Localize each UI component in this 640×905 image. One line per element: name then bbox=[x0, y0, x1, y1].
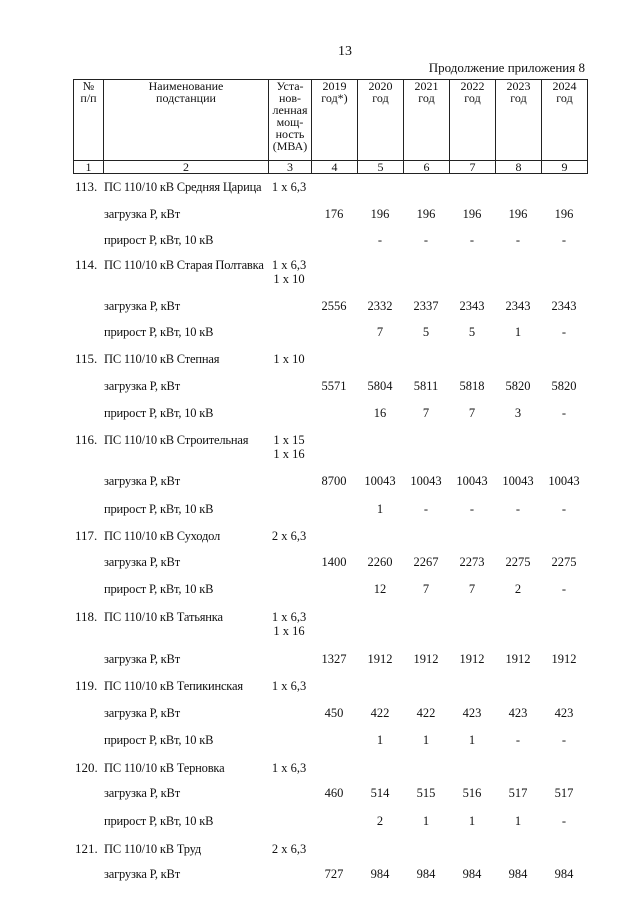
table-row bbox=[0, 677, 640, 695]
value-cell: 7 bbox=[376, 325, 384, 339]
header-col-2024: 2024 год bbox=[542, 80, 588, 161]
value-cell: 1912 bbox=[413, 652, 439, 666]
metric-label: прирост Р, кВт, 10 кВ bbox=[104, 814, 214, 828]
metric-label: прирост Р, кВт, 10 кВ bbox=[104, 406, 214, 420]
value-cell: 5571 bbox=[321, 379, 347, 393]
installed-capacity: 2 х 6,3 bbox=[271, 842, 307, 856]
value-cell: 460 bbox=[324, 786, 344, 800]
value-cell: 423 bbox=[508, 706, 528, 720]
substation-name: ПС 110/10 кВ Степная bbox=[104, 352, 220, 366]
metric-label: загрузка Р, кВт bbox=[104, 786, 180, 800]
value-cell: 984 bbox=[462, 867, 482, 881]
value-cell: - bbox=[377, 233, 383, 247]
table-row bbox=[0, 297, 640, 315]
value-cell: 984 bbox=[370, 867, 390, 881]
value-cell: - bbox=[561, 233, 567, 247]
metric-label: загрузка Р, кВт bbox=[104, 867, 180, 881]
value-cell: 2275 bbox=[551, 555, 577, 569]
value-cell: 2332 bbox=[367, 299, 393, 313]
table-row bbox=[0, 812, 640, 830]
value-cell: 423 bbox=[554, 706, 574, 720]
metric-label: загрузка Р, кВт bbox=[104, 379, 180, 393]
value-cell: 1 bbox=[468, 733, 476, 747]
value-cell: 1912 bbox=[459, 652, 485, 666]
substation-name: ПС 110/10 кВ Строительная bbox=[104, 433, 249, 447]
value-cell: 2343 bbox=[459, 299, 485, 313]
value-cell: 515 bbox=[416, 786, 436, 800]
value-cell: 2556 bbox=[321, 299, 347, 313]
table-row bbox=[0, 500, 640, 518]
value-cell: 1912 bbox=[505, 652, 531, 666]
table-row bbox=[0, 377, 640, 395]
metric-label: загрузка Р, кВт bbox=[104, 706, 180, 720]
row-number: 116. bbox=[75, 432, 98, 447]
table-row bbox=[0, 731, 640, 749]
table-row bbox=[0, 580, 640, 598]
substation-name: ПС 110/10 кВ Труд bbox=[104, 842, 202, 856]
row-number: 120. bbox=[75, 760, 98, 775]
value-cell: 422 bbox=[370, 706, 390, 720]
value-cell: - bbox=[561, 582, 567, 596]
value-cell: 5820 bbox=[551, 379, 577, 393]
value-cell: 10043 bbox=[456, 474, 488, 488]
value-cell: 196 bbox=[416, 207, 436, 221]
column-number: 5 bbox=[358, 161, 404, 174]
value-cell: 984 bbox=[554, 867, 574, 881]
table-row bbox=[0, 205, 640, 223]
metric-label: прирост Р, кВт, 10 кВ bbox=[104, 233, 214, 247]
table-row bbox=[0, 323, 640, 341]
table-row bbox=[0, 178, 640, 196]
value-cell: 514 bbox=[370, 786, 390, 800]
header-col-2021: 2021 год bbox=[404, 80, 450, 161]
column-number: 2 bbox=[104, 161, 269, 174]
value-cell: 1 bbox=[514, 814, 522, 828]
value-cell: 176 bbox=[324, 207, 344, 221]
header-col-capacity: Уста- нов- ленная мощ- ность (МВА) bbox=[269, 80, 312, 161]
value-cell: 1 bbox=[422, 733, 430, 747]
value-cell: 984 bbox=[508, 867, 528, 881]
row-number: 114. bbox=[75, 257, 98, 272]
value-cell: 984 bbox=[416, 867, 436, 881]
value-cell: 1 bbox=[514, 325, 522, 339]
value-cell: - bbox=[515, 502, 521, 516]
row-number: 115. bbox=[75, 351, 98, 366]
table-row bbox=[0, 231, 640, 249]
metric-label: прирост Р, кВт, 10 кВ bbox=[104, 502, 214, 516]
value-cell: 7 bbox=[422, 582, 430, 596]
row-number: 117. bbox=[75, 528, 98, 543]
header-col-number: № п/п bbox=[74, 80, 104, 161]
value-cell: - bbox=[561, 406, 567, 420]
value-cell: 1 bbox=[468, 814, 476, 828]
row-number: 113. bbox=[75, 179, 98, 194]
row-number: 119. bbox=[75, 678, 98, 693]
value-cell: 1 bbox=[422, 814, 430, 828]
substation-name: ПС 110/10 кВ Суходол bbox=[104, 529, 221, 543]
header-col-2023: 2023 год bbox=[496, 80, 542, 161]
installed-capacity: 1 х 6,3 bbox=[271, 761, 307, 775]
value-cell: 5804 bbox=[367, 379, 393, 393]
value-cell: - bbox=[561, 502, 567, 516]
value-cell: 2275 bbox=[505, 555, 531, 569]
value-cell: 196 bbox=[508, 207, 528, 221]
metric-label: загрузка Р, кВт bbox=[104, 652, 180, 666]
value-cell: 1 bbox=[376, 502, 384, 516]
value-cell: 5820 bbox=[505, 379, 531, 393]
value-cell: 2343 bbox=[505, 299, 531, 313]
substation-name: ПС 110/10 кВ Татьянка bbox=[104, 610, 223, 624]
value-cell: 5818 bbox=[459, 379, 485, 393]
table-row bbox=[0, 404, 640, 422]
metric-label: прирост Р, кВт, 10 кВ bbox=[104, 733, 214, 747]
column-number: 9 bbox=[542, 161, 588, 174]
column-number: 4 bbox=[312, 161, 358, 174]
value-cell: 5 bbox=[422, 325, 430, 339]
value-cell: - bbox=[423, 233, 429, 247]
value-cell: 2 bbox=[376, 814, 384, 828]
substation-name: ПС 110/10 кВ Тепикинская bbox=[104, 679, 243, 693]
value-cell: 10043 bbox=[548, 474, 580, 488]
table-row bbox=[0, 431, 640, 461]
column-number: 7 bbox=[450, 161, 496, 174]
value-cell: 7 bbox=[468, 582, 476, 596]
table-row bbox=[0, 608, 640, 638]
table-row bbox=[0, 472, 640, 490]
value-cell: 2 bbox=[514, 582, 522, 596]
value-cell: - bbox=[561, 814, 567, 828]
value-cell: 16 bbox=[373, 406, 387, 420]
value-cell: 196 bbox=[462, 207, 482, 221]
metric-label: загрузка Р, кВт bbox=[104, 555, 180, 569]
value-cell: - bbox=[469, 233, 475, 247]
value-cell: 3 bbox=[514, 406, 522, 420]
header-col-2019: 2019 год*) bbox=[312, 80, 358, 161]
header-col-2020: 2020 год bbox=[358, 80, 404, 161]
column-number: 3 bbox=[269, 161, 312, 174]
column-number: 6 bbox=[404, 161, 450, 174]
value-cell: 7 bbox=[422, 406, 430, 420]
value-cell: 2267 bbox=[413, 555, 439, 569]
value-cell: 1912 bbox=[551, 652, 577, 666]
table-row bbox=[0, 350, 640, 368]
value-cell: - bbox=[515, 733, 521, 747]
substation-name: ПС 110/10 кВ Старая Полтавка bbox=[104, 258, 264, 272]
table-row bbox=[0, 553, 640, 571]
installed-capacity: 1 х 10 bbox=[273, 352, 305, 366]
metric-label: загрузка Р, кВт bbox=[104, 207, 180, 221]
value-cell: 7 bbox=[468, 406, 476, 420]
value-cell: 2260 bbox=[367, 555, 393, 569]
value-cell: 1327 bbox=[321, 652, 347, 666]
value-cell: 196 bbox=[370, 207, 390, 221]
table-row bbox=[0, 865, 640, 883]
metric-label: прирост Р, кВт, 10 кВ bbox=[104, 325, 214, 339]
value-cell: - bbox=[561, 325, 567, 339]
table-row bbox=[0, 650, 640, 668]
value-cell: - bbox=[561, 733, 567, 747]
value-cell: 2273 bbox=[459, 555, 485, 569]
table-row bbox=[0, 527, 640, 545]
installed-capacity: 1 х 6,3 1 х 16 bbox=[271, 610, 307, 638]
value-cell: 517 bbox=[554, 786, 574, 800]
row-number: 121. bbox=[75, 841, 98, 856]
installed-capacity: 2 х 6,3 bbox=[271, 529, 307, 543]
installed-capacity: 1 х 15 1 х 16 bbox=[273, 433, 305, 461]
header-col-name: Наименование подстанции bbox=[104, 80, 269, 161]
value-cell: 5 bbox=[468, 325, 476, 339]
value-cell: 12 bbox=[373, 582, 387, 596]
value-cell: 2337 bbox=[413, 299, 439, 313]
metric-label: прирост Р, кВт, 10 кВ bbox=[104, 582, 214, 596]
value-cell: - bbox=[469, 502, 475, 516]
installed-capacity: 1 х 6,3 1 х 10 bbox=[271, 258, 307, 286]
installed-capacity: 1 х 6,3 bbox=[271, 679, 307, 693]
value-cell: 450 bbox=[324, 706, 344, 720]
table-row bbox=[0, 256, 640, 286]
value-cell: 2343 bbox=[551, 299, 577, 313]
metric-label: загрузка Р, кВт bbox=[104, 299, 180, 313]
value-cell: - bbox=[423, 502, 429, 516]
value-cell: 423 bbox=[462, 706, 482, 720]
table-row bbox=[0, 840, 640, 858]
value-cell: - bbox=[515, 233, 521, 247]
header-col-2022: 2022 год bbox=[450, 80, 496, 161]
value-cell: 5811 bbox=[413, 379, 439, 393]
table-row bbox=[0, 784, 640, 802]
value-cell: 1912 bbox=[367, 652, 393, 666]
substation-name: ПС 110/10 кВ Терновка bbox=[104, 761, 225, 775]
value-cell: 196 bbox=[554, 207, 574, 221]
metric-label: загрузка Р, кВт bbox=[104, 474, 180, 488]
table-row bbox=[0, 759, 640, 777]
value-cell: 727 bbox=[324, 867, 344, 881]
value-cell: 422 bbox=[416, 706, 436, 720]
value-cell: 8700 bbox=[321, 474, 347, 488]
column-number: 8 bbox=[496, 161, 542, 174]
value-cell: 516 bbox=[462, 786, 482, 800]
row-number: 118. bbox=[75, 609, 98, 624]
installed-capacity: 1 х 6,3 bbox=[271, 180, 307, 194]
table-row bbox=[0, 704, 640, 722]
value-cell: 10043 bbox=[410, 474, 442, 488]
value-cell: 1400 bbox=[321, 555, 347, 569]
value-cell: 1 bbox=[376, 733, 384, 747]
value-cell: 517 bbox=[508, 786, 528, 800]
continuation-label: Продолжение приложения 8 bbox=[428, 60, 585, 75]
page-number: 13 bbox=[338, 44, 352, 59]
substation-name: ПС 110/10 кВ Средняя Царица bbox=[104, 180, 262, 194]
value-cell: 10043 bbox=[502, 474, 534, 488]
column-number: 1 bbox=[74, 161, 104, 174]
value-cell: 10043 bbox=[364, 474, 396, 488]
